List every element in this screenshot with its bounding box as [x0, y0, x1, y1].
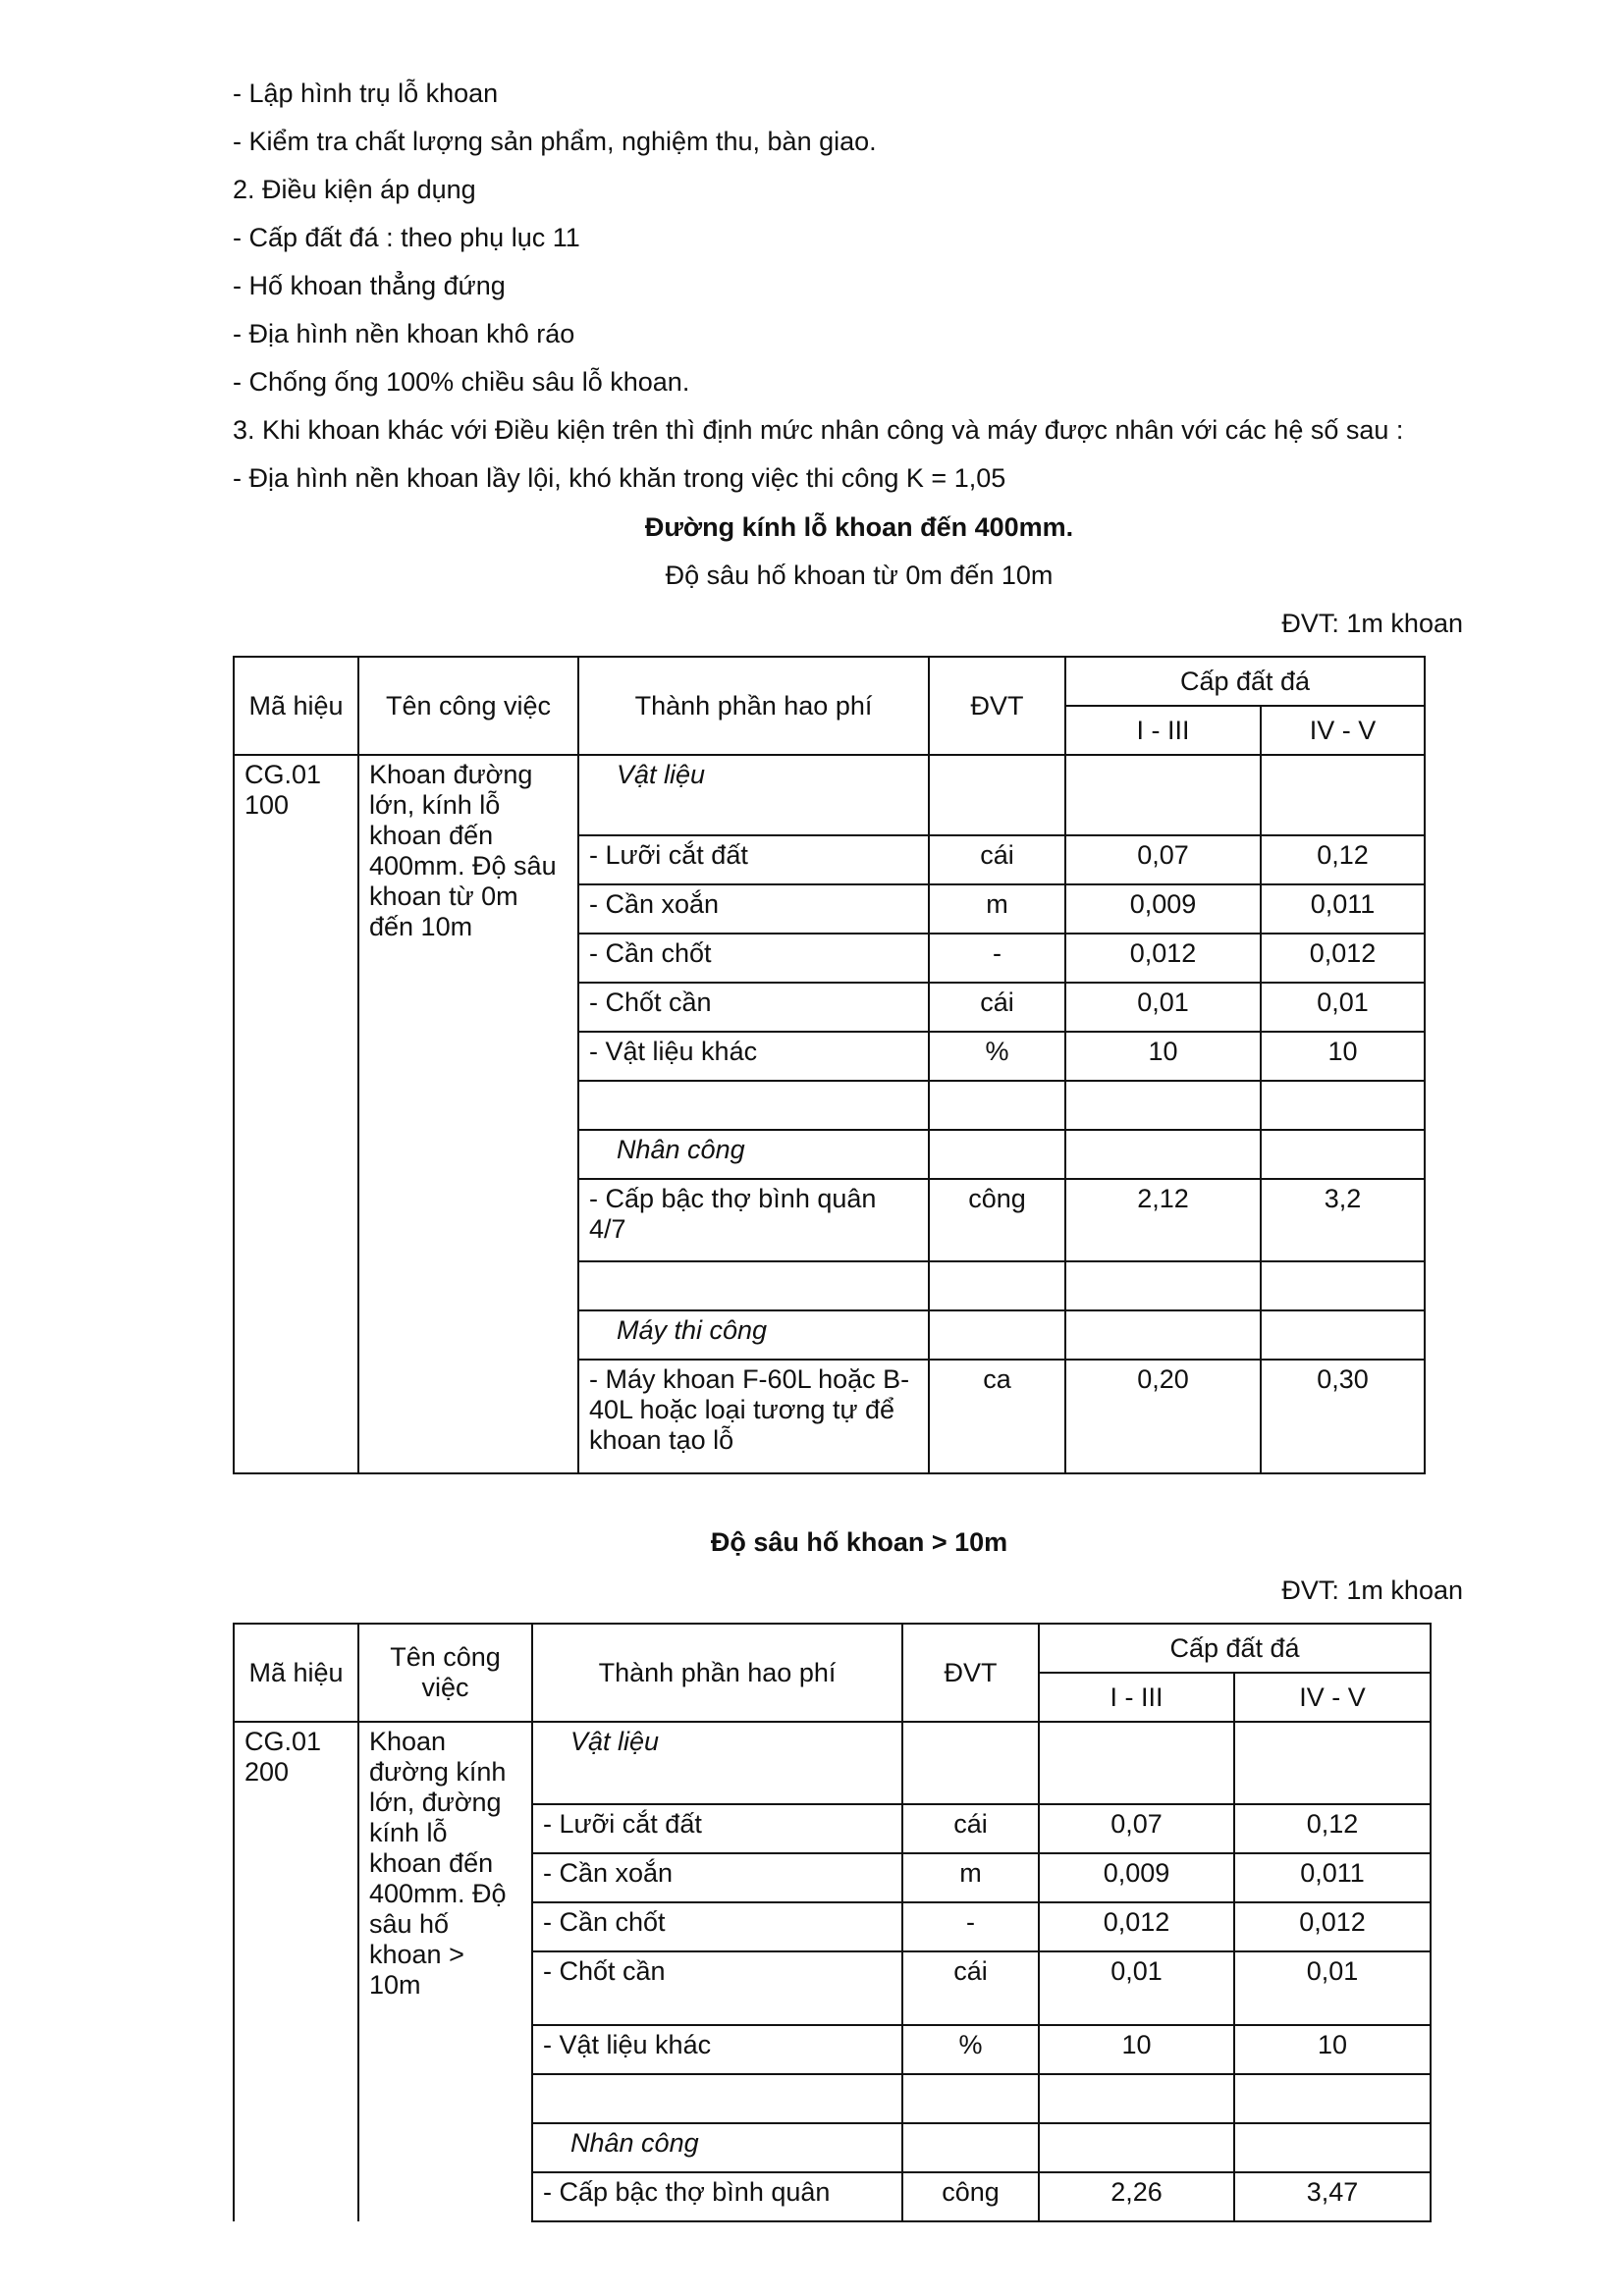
row-value-2	[1261, 755, 1425, 835]
row-unit	[929, 1261, 1065, 1310]
row-unit: cái	[929, 835, 1065, 884]
group-label: Vật liệu	[532, 1722, 902, 1804]
row-value-1: 0,20	[1065, 1360, 1261, 1473]
row-value-2: 0,01	[1261, 983, 1425, 1032]
header-unit: ĐVT	[902, 1624, 1039, 1722]
row-value-1: 0,07	[1039, 1804, 1234, 1853]
intro-line: - Chống ống 100% chiều sâu lỗ khoan.	[233, 367, 690, 397]
row-unit	[902, 2123, 1039, 2172]
group-label: Vật liệu	[578, 755, 929, 835]
row-unit: cái	[929, 983, 1065, 1032]
row-value-2: 3,47	[1234, 2172, 1431, 2221]
row-value-2	[1234, 2074, 1431, 2123]
row-unit	[902, 1722, 1039, 1804]
row-value-1	[1039, 1722, 1234, 1804]
row-unit: công	[929, 1179, 1065, 1261]
row-value-1: 2,26	[1039, 2172, 1234, 2221]
intro-line: - Kiểm tra chất lượng sản phẩm, nghiệm thu, bàn giao.	[233, 127, 877, 156]
row-value-1	[1065, 1130, 1261, 1179]
row-unit	[902, 2074, 1039, 2123]
header-component: Thành phần hao phí	[578, 657, 929, 755]
header-code: Mã hiệu	[234, 657, 358, 755]
row-value-2: 0,012	[1234, 1902, 1431, 1951]
row-value-2	[1234, 1722, 1431, 1804]
row-unit: m	[902, 1853, 1039, 1902]
group-label: Nhân công	[532, 2123, 902, 2172]
row-name: - Cần xoắn	[578, 884, 929, 934]
section-heading: 3. Khi khoan khác với Điều kiện trên thì định mức nhân công và máy được nhân với các hệ số sau :	[233, 415, 1404, 445]
row-value-1: 0,012	[1065, 934, 1261, 983]
row-value-2: 3,2	[1261, 1179, 1425, 1261]
intro-line: - Hố khoan thẳng đứng	[233, 271, 506, 300]
norm-table-1	[233, 656, 1426, 1474]
row-value-1	[1065, 1310, 1261, 1360]
table2-title: Độ sâu hố khoan > 10m	[710, 1527, 1008, 1557]
row-value-2	[1261, 1130, 1425, 1179]
header-grade-2: IV - V	[1261, 706, 1425, 755]
header-unit: ĐVT	[929, 657, 1065, 755]
row-name: - Cần xoắn	[532, 1853, 902, 1902]
row-value-1: 0,01	[1065, 983, 1261, 1032]
row-name: - Vật liệu khác	[578, 1032, 929, 1081]
table1-title: Đường kính lỗ khoan đến 400mm.	[644, 512, 1074, 542]
table1-unit-note: ĐVT: 1m khoan	[1281, 609, 1463, 638]
group-label: Máy thi công	[578, 1310, 929, 1360]
row-value-2: 0,12	[1261, 835, 1425, 884]
row-value-2: 0,01	[1234, 1951, 1431, 2025]
header-grade-1: I - III	[1039, 1673, 1234, 1722]
row-value-2	[1261, 1081, 1425, 1130]
row-name: - Cấp bậc thợ bình quân 4/7	[578, 1179, 929, 1261]
header-work-name: Tên công việc	[358, 657, 578, 755]
table2-unit-note: ĐVT: 1m khoan	[1281, 1575, 1463, 1605]
work-code: CG.01 200	[234, 1722, 358, 2221]
header-grade: Cấp đất đá	[1039, 1624, 1431, 1673]
row-unit: -	[902, 1902, 1039, 1951]
row-unit	[929, 755, 1065, 835]
row-name	[578, 1261, 929, 1310]
row-value-1: 10	[1065, 1032, 1261, 1081]
row-name: - Chốt cần	[578, 983, 929, 1032]
row-name	[532, 2074, 902, 2123]
row-value-2	[1261, 1310, 1425, 1360]
row-name: - Cần chốt	[532, 1902, 902, 1951]
row-value-1	[1065, 1261, 1261, 1310]
header-grade-1: I - III	[1065, 706, 1261, 755]
row-value-1	[1065, 1081, 1261, 1130]
row-unit: %	[929, 1032, 1065, 1081]
row-unit	[929, 1310, 1065, 1360]
row-value-1: 0,009	[1065, 884, 1261, 934]
norm-table-2	[233, 1623, 1432, 2222]
row-value-1	[1039, 2074, 1234, 2123]
header-grade: Cấp đất đá	[1065, 657, 1425, 706]
row-unit: cái	[902, 1951, 1039, 2025]
row-name: - Vật liệu khác	[532, 2025, 902, 2074]
header-grade-2: IV - V	[1234, 1673, 1431, 1722]
group-label: Nhân công	[578, 1130, 929, 1179]
intro-line: - Lập hình trụ lỗ khoan	[233, 79, 499, 108]
row-value-2: 0,012	[1261, 934, 1425, 983]
row-value-2: 10	[1261, 1032, 1425, 1081]
row-name: - Cấp bậc thợ bình quân	[532, 2172, 902, 2221]
work-name: Khoan đường kính lớn, đường kính lỗ khoan đến 400mm. Độ sâu hố khoan > 10m	[358, 1722, 532, 2221]
header-component: Thành phần hao phí	[532, 1624, 902, 1722]
row-value-2	[1234, 2123, 1431, 2172]
row-value-2: 0,011	[1261, 884, 1425, 934]
header-work-name: Tên công việc	[358, 1624, 532, 1722]
row-name	[578, 1081, 929, 1130]
row-value-1: 10	[1039, 2025, 1234, 2074]
row-value-1: 2,12	[1065, 1179, 1261, 1261]
header-code: Mã hiệu	[234, 1624, 358, 1722]
row-value-2: 0,30	[1261, 1360, 1425, 1473]
row-unit: công	[902, 2172, 1039, 2221]
row-value-1: 0,01	[1039, 1951, 1234, 2025]
row-value-1: 0,07	[1065, 835, 1261, 884]
row-value-2: 10	[1234, 2025, 1431, 2074]
intro-line: - Địa hình nền khoan lầy lội, khó khăn trong việc thi công K = 1,05	[233, 463, 1006, 493]
row-name: - Lưỡi cắt đất	[532, 1804, 902, 1853]
row-unit: -	[929, 934, 1065, 983]
row-value-1: 0,012	[1039, 1902, 1234, 1951]
row-unit: cái	[902, 1804, 1039, 1853]
row-unit	[929, 1081, 1065, 1130]
section-heading: 2. Điều kiện áp dụng	[233, 175, 476, 204]
row-name: - Chốt cần	[532, 1951, 902, 2025]
row-value-2: 0,12	[1234, 1804, 1431, 1853]
row-name: - Lưỡi cắt đất	[578, 835, 929, 884]
row-unit: m	[929, 884, 1065, 934]
work-code: CG.01 100	[234, 755, 358, 1473]
row-unit	[929, 1130, 1065, 1179]
row-value-2: 0,011	[1234, 1853, 1431, 1902]
table1-subtitle: Độ sâu hố khoan từ 0m đến 10m	[665, 561, 1054, 590]
row-value-1: 0,009	[1039, 1853, 1234, 1902]
intro-line: - Địa hình nền khoan khô ráo	[233, 319, 575, 348]
row-name: - Cần chốt	[578, 934, 929, 983]
row-value-1	[1039, 2123, 1234, 2172]
row-name: - Máy khoan F-60L hoặc B-40L hoặc loại tương tự để khoan tạo lỗ	[578, 1360, 929, 1473]
intro-line: - Cấp đất đá : theo phụ lục 11	[233, 223, 580, 252]
row-unit: ca	[929, 1360, 1065, 1473]
work-name: Khoan đường lớn, kính lỗ khoan đến 400mm. Độ sâu khoan từ 0m đến 10m	[358, 755, 578, 1473]
row-value-2	[1261, 1261, 1425, 1310]
row-unit: %	[902, 2025, 1039, 2074]
row-value-1	[1065, 755, 1261, 835]
